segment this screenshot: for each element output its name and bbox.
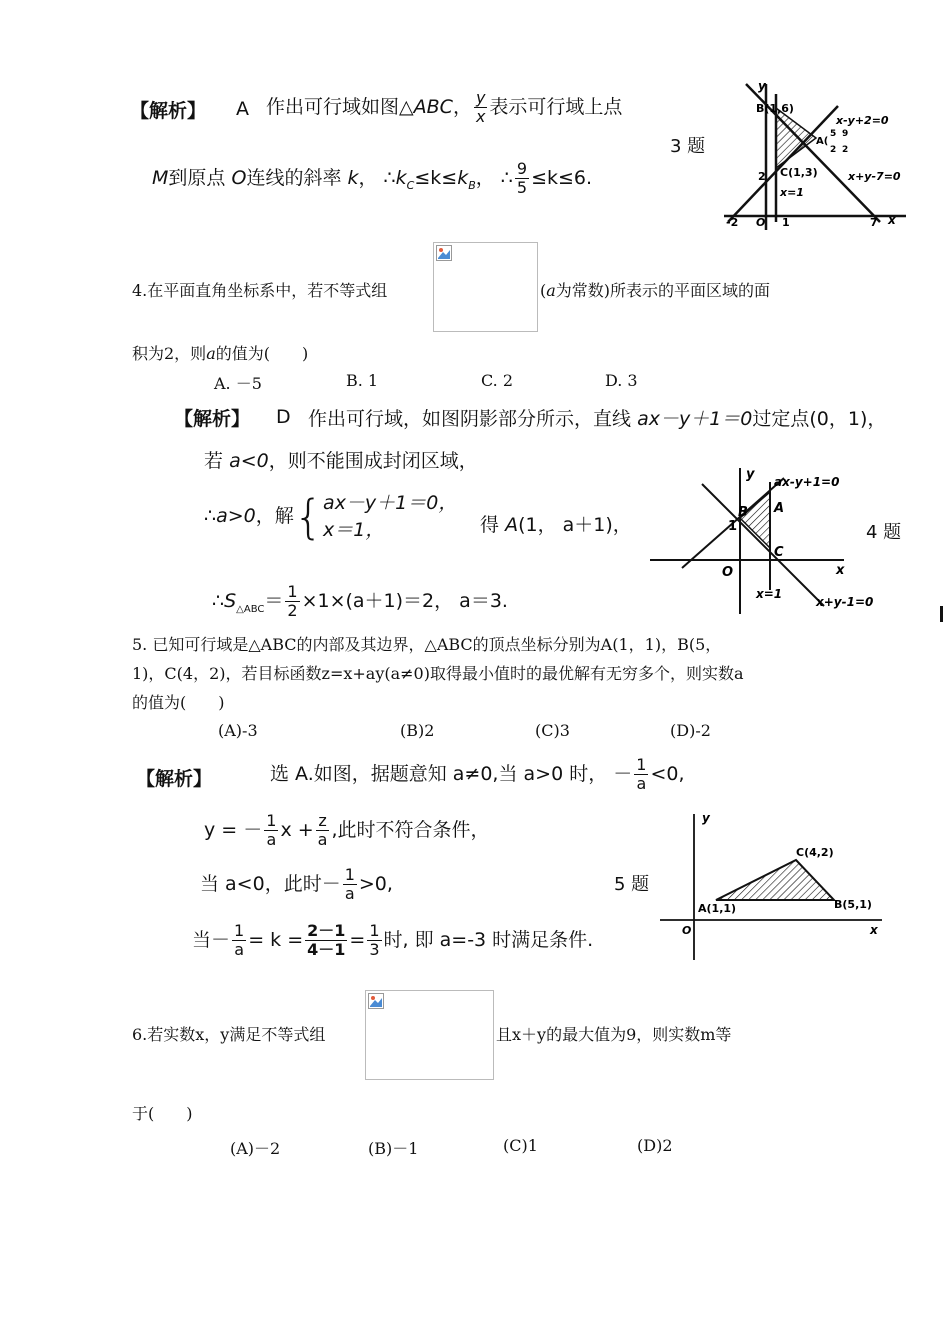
line-3-label: x=1 <box>756 587 783 601</box>
solution-4-line-3b: 得 A(1， a＋1)， <box>480 514 632 536</box>
y-label: y <box>702 811 710 825</box>
edge-mark <box>940 606 943 622</box>
origin-label: O <box>756 216 766 229</box>
question-6-option-b[interactable]: (B)－1 <box>368 1139 419 1158</box>
point-b-label: B <box>738 505 748 520</box>
solution-5-line-4: 当－ $\frac{1}{a}$ = k = $\frac{2-1}{4-1}$ = $\frac{1}{3}$ 时, 即 a=-3 时满足条件. <box>192 921 594 959</box>
solution-3-line-2: M到原点 O连线的斜率 k， $\therefore k_C\le k\le k_B$， ∴ $\frac{9}{5}$ ≤k≤6. <box>152 159 593 197</box>
broken-image-system-6 <box>365 990 494 1080</box>
solution-5-line-3: 当 a<0，此时－ $\frac{1}{a}$ >0, <box>200 865 393 903</box>
line-2-label: x+y-7=0 <box>848 170 901 183</box>
question-5-option-d[interactable]: (D)-2 <box>670 721 711 740</box>
broken-image-icon <box>436 245 452 261</box>
question-4-option-d[interactable]: D. 3 <box>605 371 638 390</box>
x-label: x <box>888 213 896 227</box>
figure-3 <box>720 80 910 232</box>
solution-5-line-2: y = － $\frac{1}{a}$ x + $\frac{z}{a}$ ,此时不符合条件， <box>204 811 490 849</box>
question-5-option-a[interactable]: (A)-3 <box>218 721 258 740</box>
x-label: x <box>870 923 878 937</box>
question-4-line-2: 积为2，则a的值为( ) <box>132 344 309 363</box>
tick-minus-2: -2 <box>726 216 739 229</box>
question-4-option-c[interactable]: C. 2 <box>481 371 514 390</box>
y-label: y <box>758 80 766 93</box>
point-a-x-den: 2 <box>830 145 837 155</box>
analysis-tag-4: 【解析】 <box>174 408 251 430</box>
origin-label: O <box>722 565 734 580</box>
line-2-label: x+y-1=0 <box>816 595 874 609</box>
solution-5-line-1: 选 A.如图，据题意知 a≠0,当 a>0 时， － $\frac{1}{a}$ <0, <box>270 755 685 793</box>
question-4-line-1: 4.在平面直角坐标系中，若不等式组 <box>132 281 388 300</box>
analysis-tag-3: 【解析】 <box>130 100 207 122</box>
solution-3-line-1: 作出可行域如图△ABC， $\frac{y}{x}$ 表示可行域上点 <box>266 88 623 126</box>
question-6-option-c[interactable]: (C)1 <box>503 1136 538 1155</box>
line-1-label: ax-y+1=0 <box>774 475 840 489</box>
solution-4-line-3: ∴a>0，解{ ax－y＋1＝0， x＝1， <box>204 489 458 544</box>
origin-label: O <box>682 924 692 937</box>
point-b-label: B(5,1) <box>834 898 872 911</box>
line-3-label: x=1 <box>780 186 804 199</box>
question-6-line-1b: 且x＋y的最大值为9，则实数m等 <box>496 1025 732 1044</box>
broken-image-system-4 <box>433 242 538 332</box>
point-c-label: C(4,2) <box>796 846 834 859</box>
analysis-tag-5: 【解析】 <box>136 768 213 790</box>
point-a-label: A(1,1) <box>698 902 737 915</box>
solution-4-line-4: $\therefore S_{\triangle ABC}=$ $\frac{1}{2}$ ×1×(a＋1)＝2， a＝3. <box>212 582 508 620</box>
point-a-label: A <box>774 501 785 516</box>
question-4-option-b[interactable]: B. 1 <box>346 371 379 390</box>
question-5-option-b[interactable]: (B)2 <box>400 721 435 740</box>
point-a-x-num: 5 <box>830 129 837 139</box>
point-c-label: C <box>774 545 784 560</box>
solution-4-line-1: 作出可行域，如图阴影部分所示，直线 ax－y＋1＝0过定点(0，1)， <box>308 408 887 430</box>
question-5-line-3: 的值为( ) <box>132 693 225 712</box>
figure-4 <box>648 464 894 616</box>
question-6-option-d[interactable]: (D)2 <box>637 1136 673 1155</box>
solution-4-line-2: 若 a<0，则不能围成封闭区域， <box>204 450 478 472</box>
broken-image-icon <box>368 993 384 1009</box>
figure-4-label: 4 题 <box>866 522 902 543</box>
x-label: x <box>836 563 845 578</box>
figure-5 <box>656 808 888 964</box>
question-4-line-1b: (a为常数)所表示的平面区域的面 <box>540 281 771 300</box>
tick-1: 1 <box>782 216 790 229</box>
point-b-label: B(1,6) <box>756 102 794 115</box>
tick-2: 2 <box>758 170 766 183</box>
y-label: y <box>746 467 755 482</box>
tick-1: 1 <box>728 519 738 534</box>
answer-3: A <box>236 98 249 120</box>
question-4-option-a[interactable]: A. －5 <box>214 374 262 393</box>
triangle-abc <box>716 860 834 900</box>
feasible-region <box>776 108 816 168</box>
tick-7: 7 <box>870 216 878 229</box>
figure-5-label: 5 题 <box>614 874 650 895</box>
question-6-line-1: 6.若实数x，y满足不等式组 <box>132 1025 326 1044</box>
point-c-label: C(1,3) <box>780 166 818 179</box>
point-a-y-num: 9 <box>842 129 849 139</box>
line-1-label: x-y+2=0 <box>836 114 889 127</box>
question-6-option-a[interactable]: (A)－2 <box>230 1139 281 1158</box>
question-5-line-2: 1)，C(4，2)，若目标函数z=x+ay(a≠0)取得最小值时的最优解有无穷多个，则实数a <box>132 664 744 683</box>
answer-4: D <box>276 406 291 428</box>
figure-3-label: 3 题 <box>670 136 706 157</box>
question-5-line-1: 5. 已知可行域是△ABC的内部及其边界，△ABC的顶点坐标分别为A(1，1)，B(5， <box>132 635 722 654</box>
point-a-label: A( <box>816 136 829 147</box>
point-a-y-den: 2 <box>842 145 849 155</box>
feasible-region <box>740 492 770 548</box>
question-6-line-2: 于( ) <box>132 1104 193 1123</box>
question-5-option-c[interactable]: (C)3 <box>535 721 570 740</box>
